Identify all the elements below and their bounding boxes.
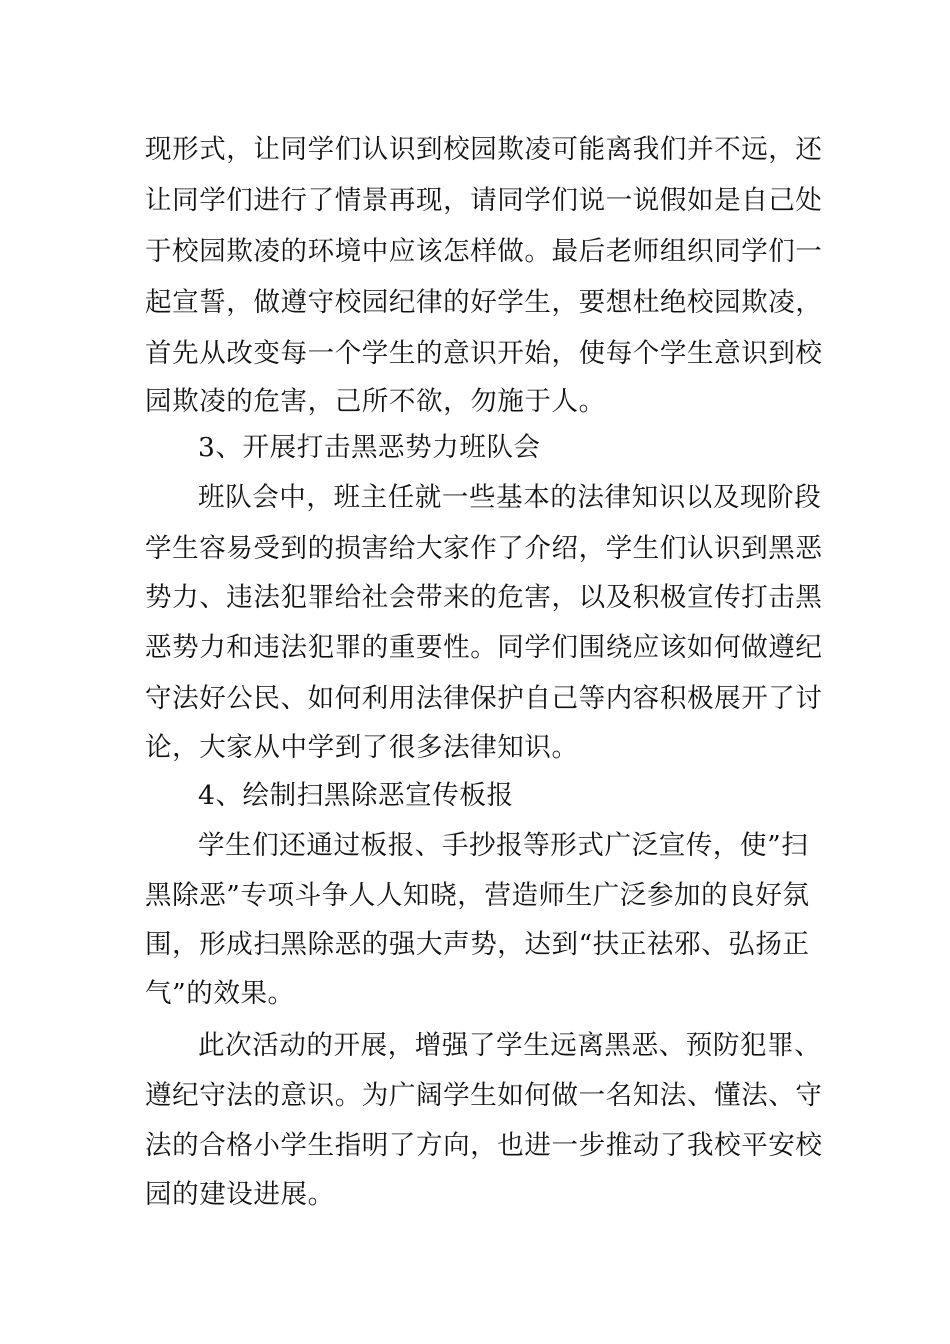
body-line: 园的建设进展。	[145, 1179, 335, 1210]
body-line: 法的合格小学生指明了方向，也进一步推动了我校平安校	[145, 1130, 823, 1161]
section-heading-4: 4、绘制扫黑除恶宣传板报	[198, 780, 514, 811]
body-line: 论，大家从中学到了很多法律知识。	[145, 732, 579, 763]
body-line: 守法好公民、如何利用法律保护自己等内容积极展开了讨	[145, 683, 823, 714]
body-line: 起宣誓，做遵守校园纪律的好学生，要想杜绝校园欺凌，	[145, 287, 823, 318]
section-heading-3: 3、开展打击黑恶势力班队会	[198, 432, 541, 463]
body-line: 园欺凌的危害，己所不欲，勿施于人。	[145, 386, 606, 417]
body-line: 黑除恶”专项斗争人人知晓，营造师生广泛参加的良好氛	[145, 880, 810, 911]
body-line: 首先从改变每一个学生的意识开始，使每个学生意识到校	[145, 338, 823, 369]
body-line: 恶势力和违法犯罪的重要性。同学们围绕应该如何做遵纪	[145, 632, 823, 663]
body-line: 班队会中，班主任就一些基本的法律知识以及现阶段	[198, 482, 822, 513]
body-line: 学生容易受到的损害给大家作了介绍，学生们认识到黑恶	[145, 533, 823, 564]
body-line: 势力、违法犯罪给社会带来的危害，以及积极宣传打击黑	[145, 582, 823, 613]
body-line: 于校园欺凌的环境中应该怎样做。最后老师组织同学们一	[145, 236, 823, 267]
body-line: 现形式，让同学们认识到校园欺凌可能离我们并不远，还	[145, 134, 823, 165]
body-line: 此次活动的开展，增强了学生远离黑恶、预防犯罪、	[198, 1030, 822, 1061]
body-line: 学生们还通过板报、手抄报等形式广泛宣传，使”扫	[198, 830, 809, 861]
body-line: 遵纪守法的意识。为广阔学生如何做一名知法、懂法、守	[145, 1080, 823, 1111]
body-line: 围，形成扫黑除恶的强大声势，达到“扶正祛邪、弘扬正	[145, 929, 810, 960]
body-line: 气”的效果。	[145, 978, 295, 1009]
body-line: 让同学们进行了情景再现，请同学们说一说假如是自己处	[145, 185, 823, 216]
